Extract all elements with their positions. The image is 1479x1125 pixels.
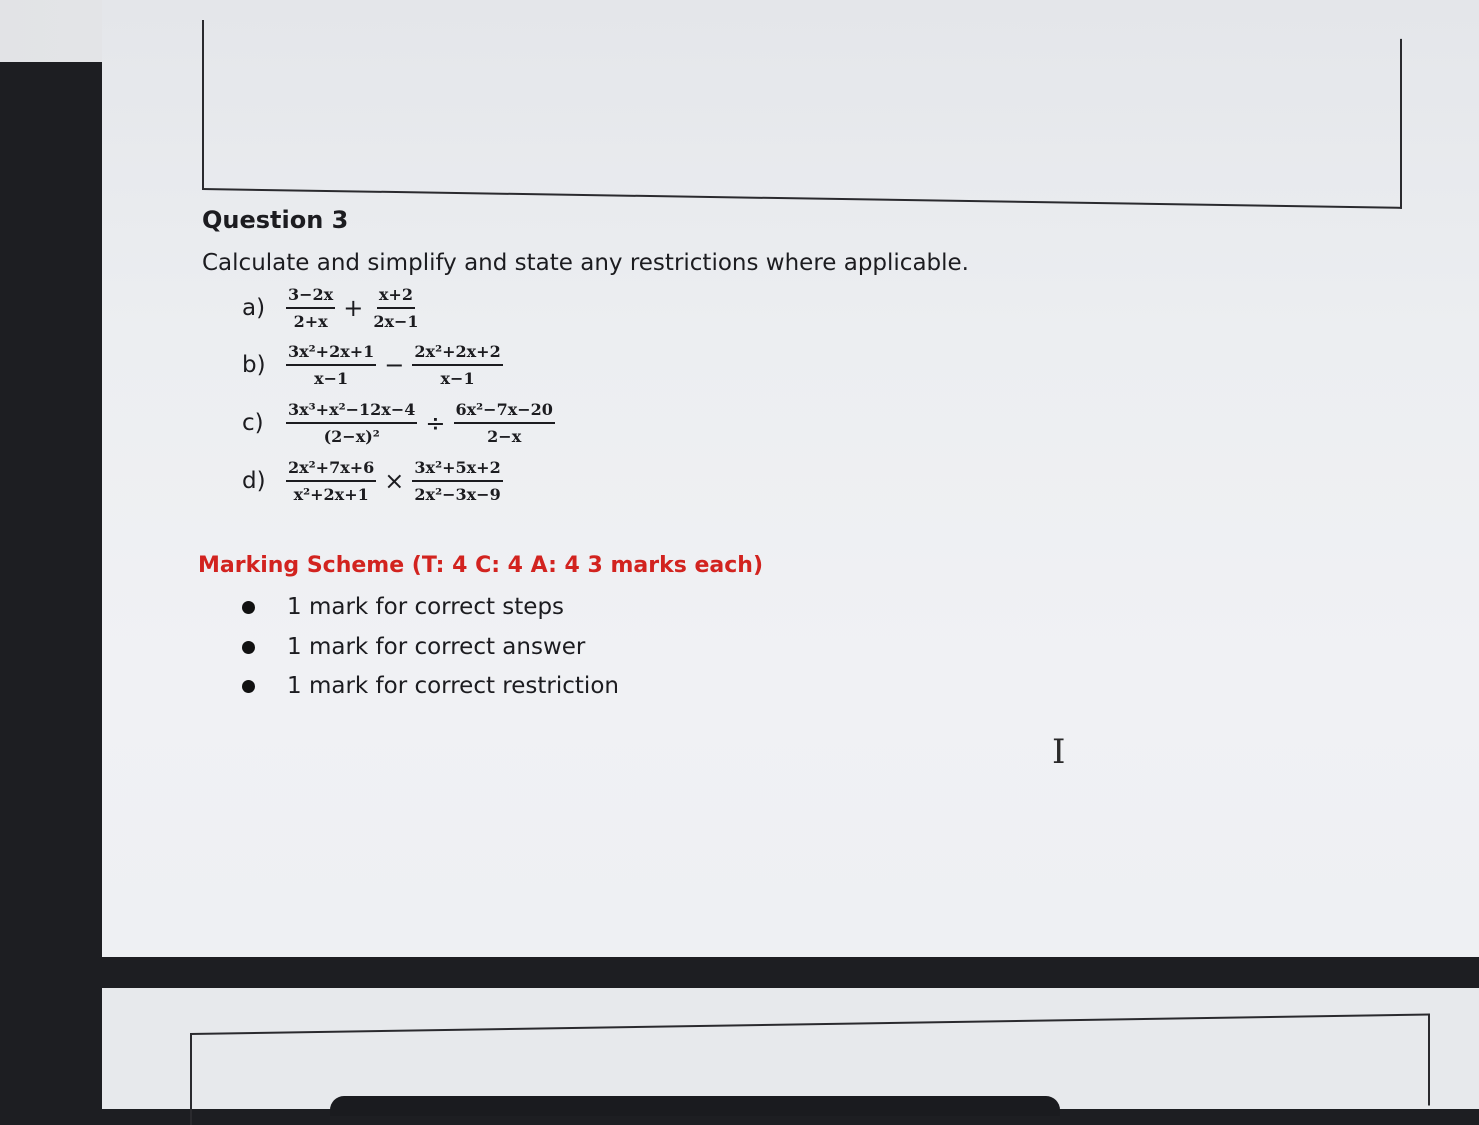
item-label: b) [242, 352, 266, 378]
bullet-text: 1 mark for correct steps [287, 594, 565, 620]
fraction-1: $\frac{3-2x}{2+x}$ [288, 285, 334, 331]
question-item-c [242, 400, 555, 446]
operator: − [384, 351, 405, 379]
answer-box-previous [202, 20, 1402, 209]
viewer-controls-bar[interactable] [330, 1096, 1060, 1116]
item-label: d) [242, 468, 266, 494]
document-page-next [102, 988, 1479, 1109]
question-item-b [242, 342, 503, 388]
document-page [102, 0, 1479, 957]
bullet-icon [242, 680, 255, 693]
fraction-1: $\frac{\text{3x³+x²−12x−4}}{\text{(2−x)²}}$ [288, 400, 416, 446]
question-title: Question 3 [202, 206, 349, 234]
bullet-icon [242, 601, 255, 614]
fraction-2: $\frac{\text{6x²−7x−20}}{2-x}$ [455, 400, 553, 446]
bullet-text: 1 mark for correct answer [287, 634, 586, 660]
list-item [242, 634, 585, 660]
list-item [242, 594, 564, 620]
operator: × [384, 467, 405, 495]
question-instruction: Calculate and simplify and state any restrictions where applicable. [202, 250, 969, 276]
fraction-1: $\frac{\text{2x²+7x+6}}{\text{x²+2x+1}}$ [288, 458, 375, 504]
bullet-icon [242, 641, 255, 654]
item-label: a) [242, 295, 266, 321]
text-cursor-icon: I [1052, 732, 1066, 772]
question-item-a [242, 285, 421, 331]
fraction-2: $\frac{\text{3x²+5x+2}}{\text{2x²−3x−9}}$ [414, 458, 501, 504]
list-item [242, 673, 619, 699]
operator: + [343, 294, 364, 322]
bullet-text: 1 mark for correct restriction [287, 673, 619, 699]
item-label: c) [242, 410, 264, 436]
fraction-2: $\frac{\text{2x²+2x+2}}{x-1}$ [414, 342, 501, 388]
fraction-2: $\frac{x+2}{2x-1}$ [373, 285, 419, 331]
marking-scheme-title: Marking Scheme (T: 4 C: 4 A: 4 3 marks each) [198, 553, 764, 578]
question-item-d [242, 458, 503, 504]
operator: ÷ [425, 409, 446, 437]
fraction-1: $\frac{\text{3x²+2x+1}}{x-1}$ [288, 342, 375, 388]
